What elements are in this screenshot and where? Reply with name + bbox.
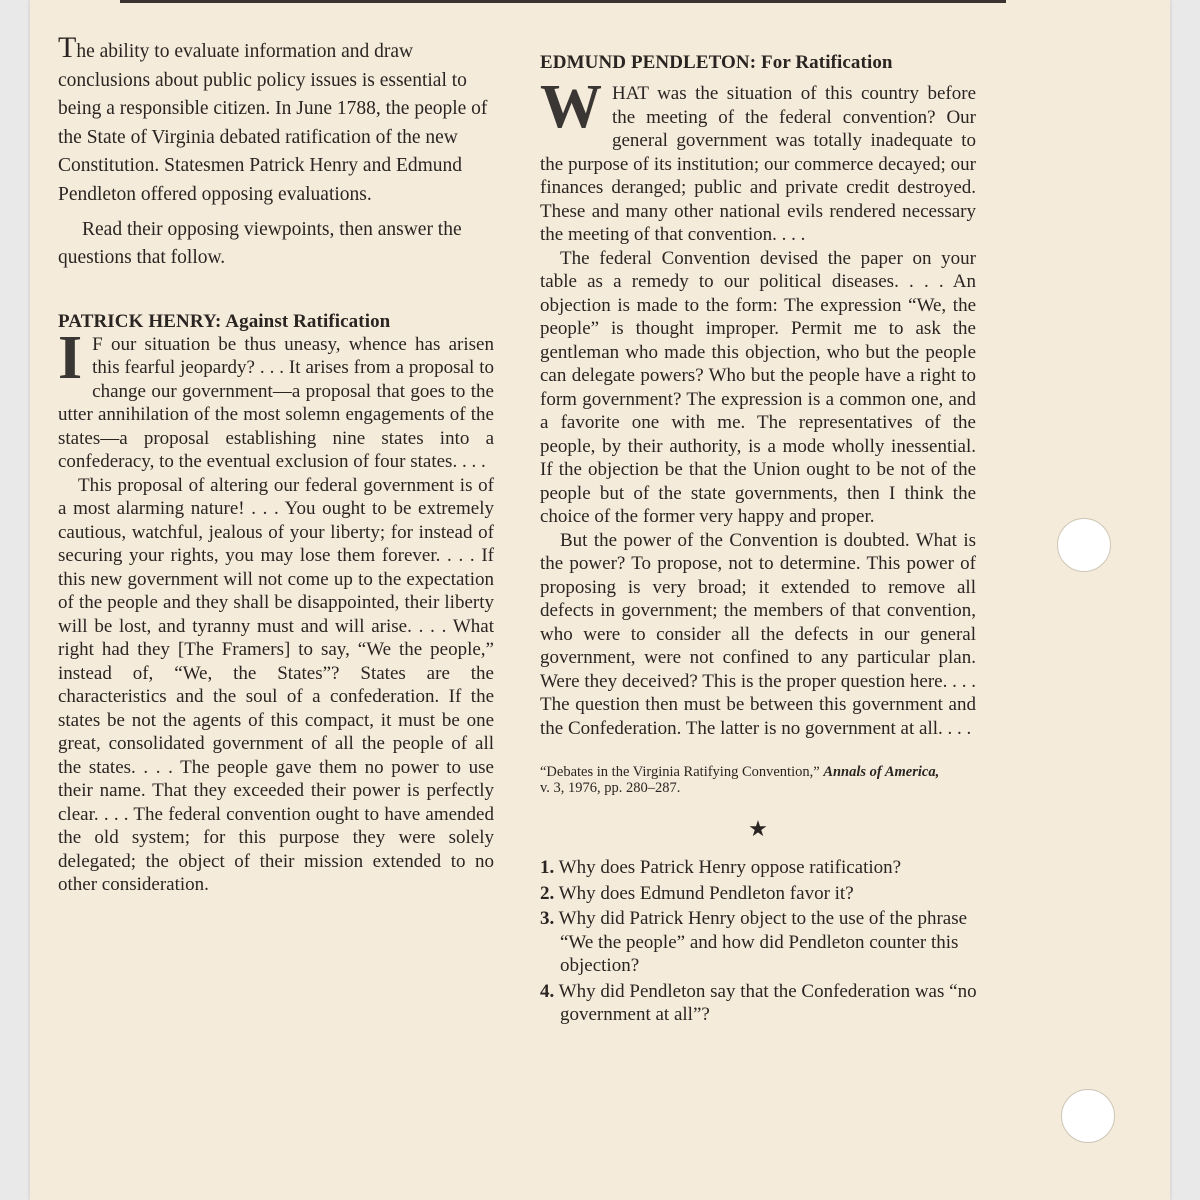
question-number: 4. [540, 980, 555, 1002]
punch-hole [1061, 1089, 1115, 1143]
question-text: Why does Edmund Pendleton favor it? [558, 882, 854, 904]
pendleton-paragraph-1 [540, 73, 976, 247]
top-rule [120, 0, 1006, 3]
question-number: 3. [540, 908, 555, 929]
intro-paragraph [58, 31, 494, 210]
citation [540, 764, 940, 796]
question-text: Why did Pendleton say that the Confederation was “no government at all”? [558, 980, 977, 1025]
pendleton-speech [540, 73, 976, 740]
pendleton-paragraph-2: The federal Convention devised the paper on your table as a remedy to our political diseases. . . . An objection is made to the form: The expression “We, the people” is thought improper. Permit me to ask the gentleman who made this objection, who but the people can delegate powers? Who but the people have a right to form government? The expression is a common one, and a favorite one with me. The representatives of the people, by their authority, is a mode wholly inessential. If the objection be that the Union ought to be not of the people but of the state governments, then I think the choice of the former very happy and proper. [540, 247, 976, 527]
intro-text: he ability to evaluate information and draw conclusions about public policy issues is essential to being a responsible citizen. In June 1788, the people of the State of Virginia debated ratification of the new Constitution. Statesmen Patrick Henry and Edmund Pendleton offered opposing evaluations. [58, 41, 488, 205]
question-list [540, 856, 976, 1027]
henry-dropcap: I [58, 323, 83, 392]
citation-prefix: “Debates in the Virginia Ratifying Convention,” [540, 764, 820, 780]
citation-suffix: v. 3, 1976, pp. 280–287. [540, 780, 681, 796]
question-text: Why does Patrick Henry oppose ratification? [558, 857, 902, 878]
question-text: Why did Patrick Henry object to the use of the phrase “We the people” and how did Pendleton counter this objection? [558, 908, 968, 976]
pendleton-lead-text: HAT was the situation of this country before the meeting of the federal convention? Our general government was totally inadequate to the purpose of its institution; our commerce decayed; our finances deranged; public and private credit destroyed. These and many other national evils rendered necessary the meeting of that convention. . . . [540, 83, 976, 245]
henry-heading: PATRICK HENRY: Against Ratification [58, 310, 391, 332]
henry-paragraph-1 [58, 323, 494, 474]
henry-speech [58, 323, 494, 897]
intro [58, 31, 494, 273]
intro-instruction: Read their opposing viewpoints, then answer the questions that follow. [58, 218, 462, 269]
henry-paragraph-2: This proposal of altering our federal government is of a most alarming nature! . . . You ought to be extremely cautious, watchful, jealous of your liberty; for instead of securing your rights, you may lose them forever. . . . If this new government will not come up to the expectation of the people and they shall be disappointed, their liberty will be lost, and tyranny must and will arise. . . . What right had they [The Framers] to say, “We the people,” instead of, “We, the States”? States are the characteristics and the soul of a confederation. If the states be not the agents of this compact, it must be one great, consolidated government of all the people of all the states. . . . The people gave them no power to use their name. That they exceeded their power is perfectly clear. . . . The federal convention ought to have amended the old system; for this purpose they were solely delegated; the object of their mission extended to no other consideration. [58, 474, 494, 896]
punch-hole [1057, 518, 1111, 572]
right-column [540, 52, 976, 1029]
question-item [540, 980, 980, 1027]
question-item [540, 907, 980, 978]
intro-initial: T [58, 31, 77, 64]
star-divider-icon: ★ [748, 816, 768, 841]
henry-lead-text: F our situation be thus uneasy, whence has arisen this fearful jeopardy? . . . It arises from a proposal to change our government—a proposal that goes to the utter annihilation of the most solemn engagements of the states—a proposal establishing nine states into a confederacy, to the eventual exclusion of four states. . . . [58, 333, 494, 473]
question-item [540, 856, 980, 880]
left-column [58, 31, 494, 897]
citation-source: Annals of America, [823, 764, 940, 780]
question-item [540, 882, 980, 906]
pendleton-paragraph-3: But the power of the Convention is doubted. What is the power? To propose, not to determine. This power of proposing is very broad; it extended to remove all defects in government; the members of that convention, who were to consider all the defects in our general government, were not confined to any particular plan. Were they deceived? This is the proper question here. . . . The question then must be between this government and the Confederation. The latter is no government at all. . . . [540, 529, 976, 739]
question-number: 2. [540, 882, 555, 904]
question-number: 1. [540, 857, 555, 878]
pendleton-dropcap: W [540, 73, 602, 141]
pendleton-heading: EDMUND PENDLETON: For Ratification [540, 52, 893, 73]
